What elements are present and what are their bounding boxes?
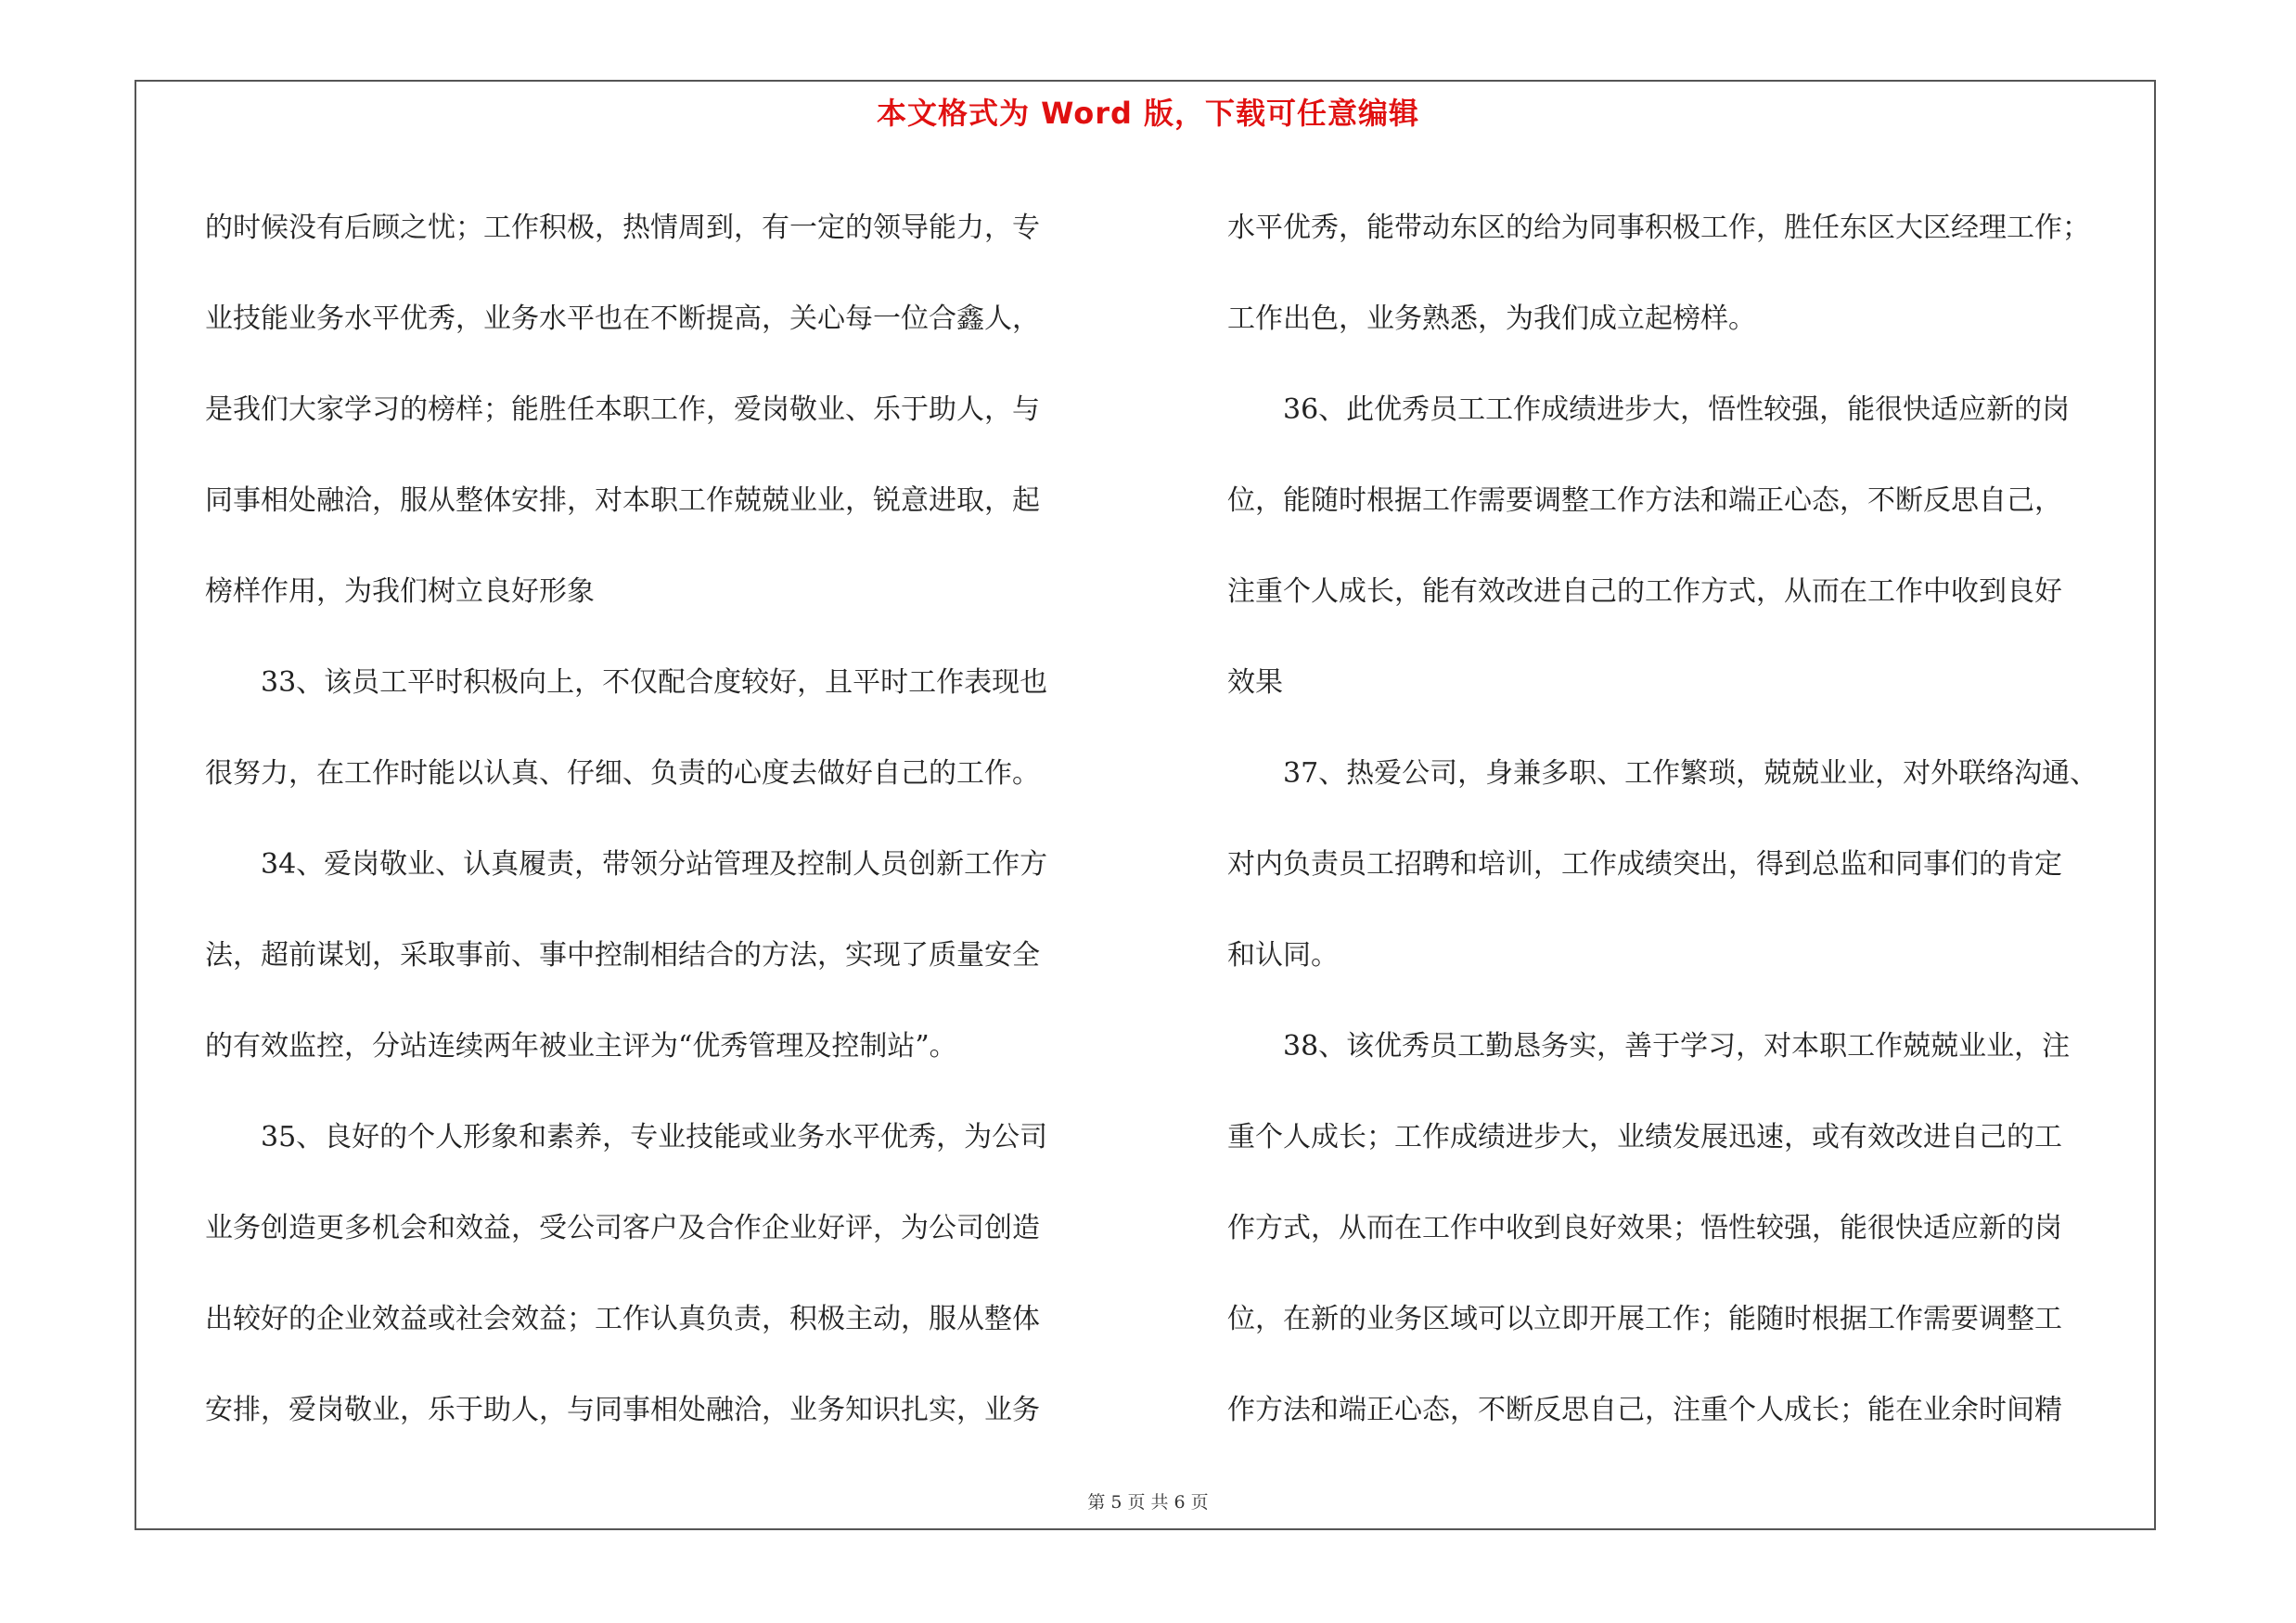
text-line: 效果 [1227, 666, 1283, 699]
text-line: 安排，爱岗敬业，乐于助人，与同事相处融洽，业务知识扎实，业务 [205, 1394, 1040, 1426]
text-line: 水平优秀，能带动东区的给为同事积极工作，胜任东区大区经理工作； [1227, 212, 2090, 244]
text-line: 榜样作用，为我们树立良好形象 [205, 575, 595, 608]
paragraph-start-35: 35、良好的个人形象和素养，专业技能或业务水平优秀，为公司 [261, 1121, 1048, 1153]
paragraph-start-34: 34、爱岗敬业、认真履责，带领分站管理及控制人员创新工作方 [261, 848, 1048, 881]
text-line: 的时候没有后顾之忧；工作积极，热情周到，有一定的领导能力，专 [205, 212, 1040, 244]
text-line: 同事相处融洽，服从整体安排，对本职工作兢兢业业，锐意进取，起 [205, 484, 1040, 517]
text-line: 是我们大家学习的榜样；能胜任本职工作，爱岗敬业、乐于助人，与 [205, 393, 1040, 426]
text-line: 的有效监控，分站连续两年被业主评为“优秀管理及控制站”。 [205, 1030, 957, 1063]
text-line: 对内负责员工招聘和培训，工作成绩突出，得到总监和同事们的肯定 [1227, 848, 2062, 881]
paragraph-start-37: 37、热爱公司，身兼多职、工作繁琐，兢兢业业，对外联络沟通、 [1283, 757, 2098, 790]
page-number-footer: 第 5 页 共 6 页 [1087, 1492, 1209, 1513]
text-line: 法，超前谋划，采取事前、事中控制相结合的方法，实现了质量安全 [205, 939, 1040, 972]
left-column [205, 183, 1047, 1456]
right-column [1227, 183, 2097, 1456]
header-banner: 本文格式为 Word 版，下载可任意编辑 [876, 96, 1420, 131]
text-line: 位，在新的业务区域可以立即开展工作；能随时根据工作需要调整工 [1227, 1303, 2062, 1335]
paragraph-start-38: 38、该优秀员工勤恳务实，善于学习，对本职工作兢兢业业，注 [1283, 1030, 2071, 1063]
text-line: 业务创造更多机会和效益，受公司客户及合作企业好评，为公司创造 [205, 1212, 1040, 1244]
text-line: 位，能随时根据工作需要调整工作方法和端正心态，不断反思自己， [1227, 484, 2062, 517]
text-line: 业技能业务水平优秀，业务水平也在不断提高，关心每一位合鑫人， [205, 303, 1040, 335]
text-line: 很努力，在工作时能以认真、仔细、负责的心度去做好自己的工作。 [205, 757, 1040, 790]
paragraph-start-36: 36、此优秀员工工作成绩进步大，悟性较强，能很快适应新的岗 [1283, 393, 2071, 426]
text-line: 作方式，从而在工作中收到良好效果；悟性较强，能很快适应新的岗 [1227, 1212, 2062, 1244]
text-line: 工作出色，业务熟悉，为我们成立起榜样。 [1227, 303, 1756, 335]
text-line: 作方法和端正心态，不断反思自己，注重个人成长；能在业余时间精 [1227, 1394, 2062, 1426]
text-line: 重个人成长；工作成绩进步大，业绩发展迅速，或有效改进自己的工 [1227, 1121, 2062, 1153]
paragraph-start-33: 33、该员工平时积极向上，不仅配合度较好，且平时工作表现也 [261, 666, 1048, 699]
text-line: 注重个人成长，能有效改进自己的工作方式，从而在工作中收到良好 [1227, 575, 2062, 608]
text-line: 和认同。 [1227, 939, 1339, 972]
text-line: 出较好的企业效益或社会效益；工作认真负责，积极主动，服从整体 [205, 1303, 1040, 1335]
